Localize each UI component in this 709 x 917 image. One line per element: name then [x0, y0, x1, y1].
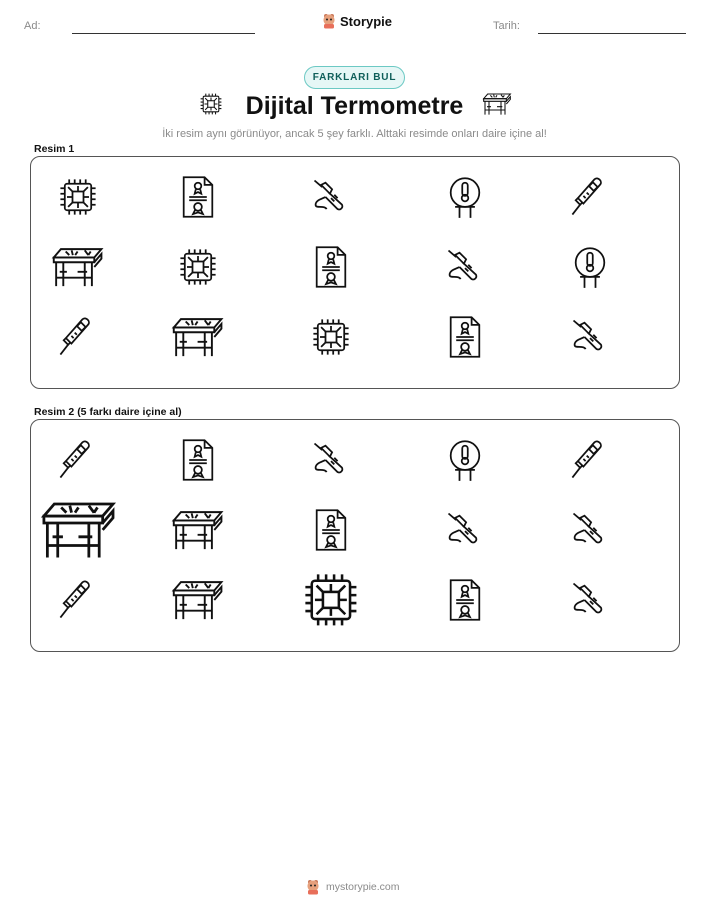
- thermometer-icon[interactable]: [56, 578, 100, 622]
- thermistor-icon[interactable]: [443, 175, 487, 219]
- soldering-iron-icon[interactable]: [568, 508, 612, 552]
- thermistor-icon[interactable]: [568, 245, 612, 289]
- certificate-icon[interactable]: [443, 315, 487, 359]
- soldering-iron-icon[interactable]: [568, 578, 612, 622]
- soldering-iron-icon[interactable]: [443, 508, 487, 552]
- thermometer-icon[interactable]: [568, 438, 612, 482]
- date-line[interactable]: [538, 33, 686, 34]
- soldering-iron-icon[interactable]: [309, 175, 353, 219]
- brand-logo: [322, 13, 392, 29]
- chip-icon[interactable]: [56, 175, 100, 219]
- soldering-iron-icon[interactable]: [568, 315, 612, 359]
- thermometer-icon[interactable]: [568, 175, 612, 219]
- brand-name: Storypie: [340, 13, 393, 29]
- picture1-panel[interactable]: [30, 156, 680, 389]
- certificate-icon[interactable]: [309, 508, 353, 552]
- page-title: Dijital Termometre: [245, 92, 464, 120]
- badge: FARKLARI BUL: [304, 66, 405, 89]
- chip-icon[interactable]: [176, 245, 220, 289]
- chip-icon[interactable]: [309, 315, 353, 359]
- certificate-icon[interactable]: [443, 578, 487, 622]
- soldering-iron-icon[interactable]: [309, 438, 353, 482]
- thermometer-icon[interactable]: [56, 438, 100, 482]
- instructions: İki resim aynı görünüyor, ancak 5 şey farklı. Alttaki resimde onları daire içine al!: [162, 128, 547, 140]
- thermistor-icon[interactable]: [443, 438, 487, 482]
- picture2-label: Resim 2 (5 farkı daire içine al): [34, 406, 182, 418]
- picture1-label: Resim 1: [34, 143, 75, 155]
- workbench-icon[interactable]: [169, 578, 226, 622]
- thermometer-icon[interactable]: [56, 315, 100, 359]
- footer-url: mystorypie.com: [326, 881, 400, 893]
- workbench-icon[interactable]: [37, 498, 120, 562]
- workbench-icon[interactable]: [49, 245, 106, 289]
- certificate-icon[interactable]: [176, 175, 220, 219]
- footer: [306, 879, 400, 895]
- name-label: Ad:: [24, 20, 41, 32]
- chip-icon[interactable]: [299, 568, 363, 632]
- workbench-icon[interactable]: [169, 315, 226, 359]
- storypie-logo-icon: [322, 13, 336, 29]
- date-label: Tarih:: [493, 20, 520, 32]
- name-line[interactable]: [72, 33, 255, 34]
- title-workbench-icon: [481, 91, 513, 122]
- certificate-icon[interactable]: [309, 245, 353, 289]
- picture2-panel[interactable]: [30, 419, 680, 652]
- workbench-icon[interactable]: [169, 508, 226, 552]
- soldering-iron-icon[interactable]: [443, 245, 487, 289]
- storypie-logo-icon: [306, 879, 320, 895]
- certificate-icon[interactable]: [176, 438, 220, 482]
